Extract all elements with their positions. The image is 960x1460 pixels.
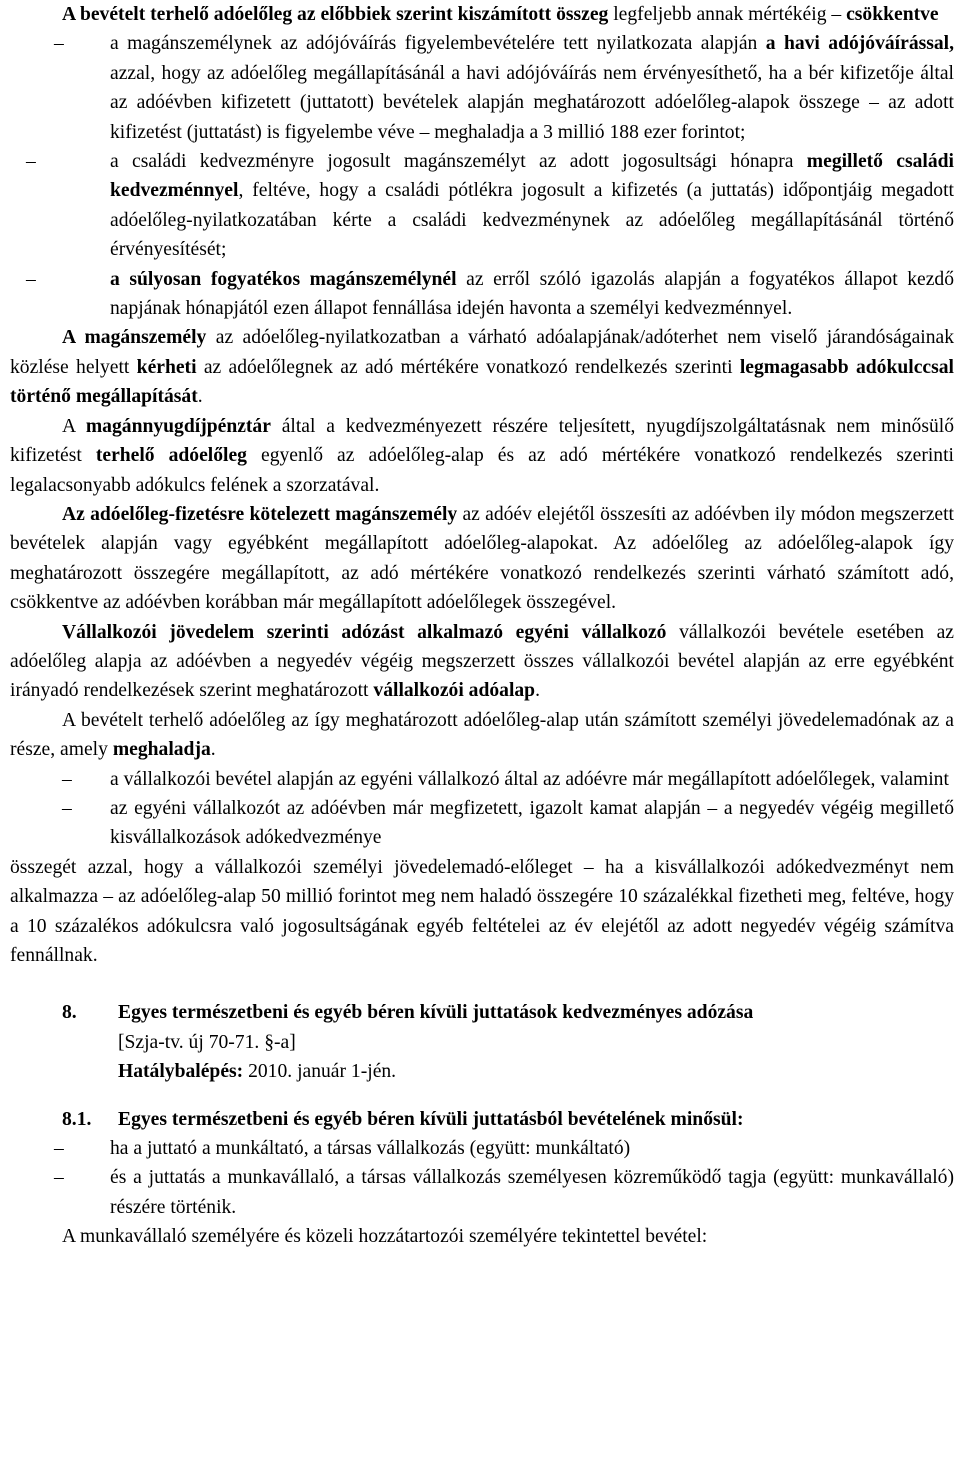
exceeding-list xyxy=(10,765,954,853)
section-8-1 xyxy=(10,1105,954,1134)
paragraph-highest-rate xyxy=(10,323,954,411)
intro-bold-reduced: csökkentve xyxy=(846,4,939,25)
list-item-text: és a juttatás a munkavállaló, a társas vállalkozás személyesen közreműködő tagja (együtt: munkavállaló) részére történik. xyxy=(110,1167,954,1218)
list-item-text: , feltéve, hogy a családi pótlékra jogosult a kifizetés (a juttatás) időpontjáig megadott adóelőleg-nyilatkozatában kérte a családi kedvezménynek az adóelőleg megállapításánál történő érvényesítését; xyxy=(110,180,954,261)
list-item xyxy=(10,29,954,147)
paragraph-text: az adóév elejétől összesíti az adóévben ily módon megszerzett bevételek alapján vagy egyébként megállapított adóelőleg-alapokat. Az adóelőleg az adóelőleg-alapok így meghatározott összegére megállapított, az adó mértékére vonatkozó rendelkezés szerinti várható számított adó, csökkentve az adóévben korábban már megállapított adóelőlegek összegével. xyxy=(10,503,954,614)
section-8 xyxy=(10,998,954,1086)
list-item-text: a családi kedvezményre jogosult magánszemélyt az adott jogosultsági hónapra xyxy=(110,151,807,173)
list-item-bold: a súlyosan fogyatékos magánszemélynél xyxy=(110,268,457,290)
reduction-list xyxy=(10,29,954,323)
list-item xyxy=(10,1163,954,1222)
dash-bullet: – xyxy=(54,1167,64,1189)
bold-phrase: A magánszemély xyxy=(62,327,207,349)
effective-value: 2010. január 1-jén. xyxy=(243,1061,397,1083)
bold-phrase: vállalkozói adóalap xyxy=(373,680,536,702)
paragraph-exceeding xyxy=(10,706,954,765)
dash-bullet: – xyxy=(62,797,72,819)
section-title: Egyes természetbeni és egyéb béren kívüli juttatásból bevételének minősül: xyxy=(118,1108,744,1130)
effective-label: Hatálybalépés: xyxy=(118,1061,244,1083)
intro-text: legfeljebb annak mértékéig – xyxy=(608,4,847,25)
list-item xyxy=(10,794,954,853)
list-item xyxy=(10,765,954,794)
list-item-text: azzal, hogy az adóelőleg megállapításánál a havi adójóváírás nem érvényesíthető, ha a bér kifizetője által az adóévben kifizetett (juttatott) bevételek alapján meghatározott adóelőleg-alapok összege – az adott kifizetést (juttatást) is figyelembe véve – meghaladja a 3 millió 188 ezer forintot; xyxy=(110,62,954,143)
paragraph-text: vállalkozói bevétele esetében az adóelőleg alapja az adóévben a negyedév végéig megszerzett összes vállalkozói bevétel alapján az erre egyébként irányadó rendelkezések szerint meghatározott xyxy=(10,621,954,702)
list-item-bold: megillető családi kedvezménnyel xyxy=(110,151,955,202)
bold-phrase: Az adóelőleg-fizetésre kötelezett magánszemély xyxy=(62,503,458,525)
bold-phrase: magánnyugdíjpénztár xyxy=(85,415,271,437)
paragraph-obligated-person xyxy=(10,500,954,618)
section-title: Egyes természetbeni és egyéb béren kívüli juttatások kedvezményes adózása xyxy=(118,1002,754,1024)
paragraph-employee-income: A munkavállaló személyére és közeli hozzátartozói személyére tekintettel bevétel: xyxy=(62,1226,708,1248)
paragraph-text: az adóelőleg-nyilatkozatban a várható adóalapjának/adóterhet nem viselő járandóságainak közlése helyett xyxy=(10,327,954,378)
paragraph-text: . xyxy=(197,386,203,408)
list-item xyxy=(10,1134,954,1163)
bold-phrase: Vállalkozói jövedelem szerinti adózást alkalmazó egyéni vállalkozó xyxy=(62,621,667,643)
bold-phrase: kérheti xyxy=(136,356,197,378)
paragraph-text: . xyxy=(535,680,540,702)
section-number: 8.1. xyxy=(62,1108,92,1130)
list-item-text: a magánszemélynek az adójóváírás figyelembevételére tett nyilatkozata alapján xyxy=(110,33,766,55)
dash-bullet: – xyxy=(26,268,36,290)
section-reference: [Szja-tv. új 70-71. §-a] xyxy=(118,1031,296,1053)
list-item-text: a vállalkozói bevétel alapján az egyéni vállalkozó által az adóévre már megállapított adóelőlegek, valamint xyxy=(110,768,949,790)
list-item xyxy=(10,265,954,324)
paragraph-text: egyenlő az adóelőleg-alap és az adó mértékére vonatkozó rendelkezés szerinti legalacsonyabb adókulcs felének a szorzatával. xyxy=(10,445,954,496)
paragraph-text: az adóelőlegnek az adó mértékére vonatkozó rendelkezés szerinti xyxy=(196,356,740,378)
paragraph-text: által a kedvezményezett részére teljesített, nyugdíjszolgáltatásnak nem minősülő kifizetést xyxy=(10,415,955,467)
list-item xyxy=(10,147,954,265)
list-item-text: az erről szóló igazolás alapján a fogyatékos állapot kezdő napjának hónapjától ezen állapot fennállása idején havonta a személyi kedvezménnyel. xyxy=(110,268,954,320)
bold-phrase: terhelő adóelőleg xyxy=(95,445,247,467)
section-number: 8. xyxy=(62,1002,77,1024)
dash-bullet: – xyxy=(54,33,64,55)
list-item-bold: a havi adójóváírással, xyxy=(765,33,954,55)
income-list xyxy=(10,1134,954,1222)
bold-phrase: meghaladja xyxy=(112,739,211,761)
paragraph-text: A xyxy=(62,415,86,437)
list-item-text: az egyéni vállalkozót az adóévben már megfizetett, igazolt kamat alapján – a negyedév végéig megillető kisvállalkozások adókedvezménye xyxy=(110,797,954,849)
list-item-text: ha a juttató a munkáltató, a társas vállalkozás (együtt: munkáltató) xyxy=(110,1138,631,1160)
paragraph-text: A bevételt terhelő adóelőleg az így meghatározott adóelőleg-alap után számított személyi jövedelemadónak az a része, amely xyxy=(10,709,954,761)
dash-bullet: – xyxy=(54,1138,64,1160)
dash-bullet: – xyxy=(26,151,36,173)
bold-phrase: legmagasabb adókulccsal történő megállapítását xyxy=(10,356,954,408)
paragraph-text: . xyxy=(210,739,216,761)
paragraph-intro xyxy=(10,0,954,29)
paragraph-entrepreneur xyxy=(10,618,954,706)
intro-bold-phrase: A bevételt terhelő adóelőleg az előbbiek szerint kiszámított összeg xyxy=(62,4,609,25)
paragraph-pension-fund xyxy=(10,412,954,500)
dash-bullet: – xyxy=(62,768,72,790)
paragraph-amount: összegét azzal, hogy a vállalkozói személyi jövedelemadó-előleget – ha a kisvállalkozói adókedvezményt nem alkalmazza – az adóelőleg-alap 50 millió forintot meg nem haladó összegére 10 százalékkal fizetheti meg, feltéve, hogy a 10 százalékos adókulcsra való jogosultságának egyéb feltételei az év elejétől az adott negyedév végéig számítva fennállnak. xyxy=(10,856,954,966)
effective-date xyxy=(118,1057,954,1086)
